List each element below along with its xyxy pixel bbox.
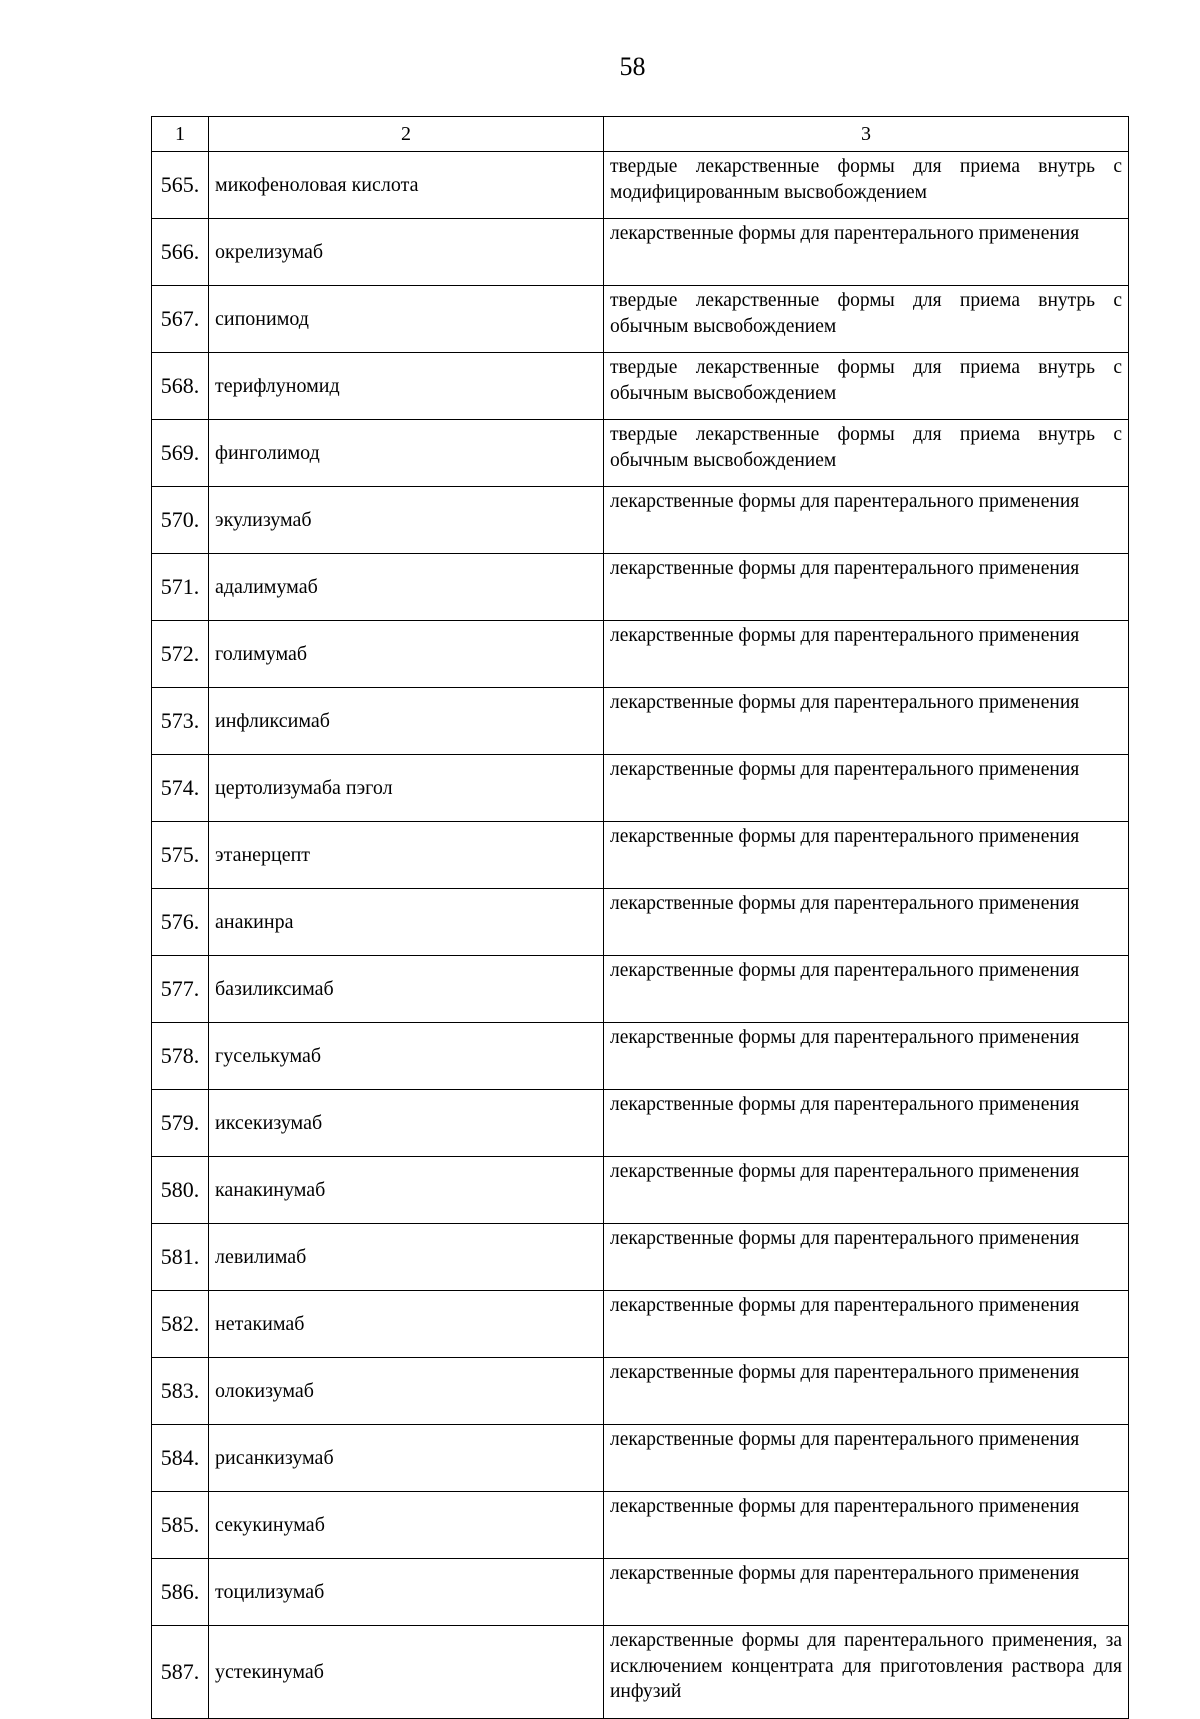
row-number-cell: 582. (152, 1291, 209, 1358)
dosage-form-cell: лекарственные формы для парентерального применения (604, 1090, 1129, 1157)
dosage-form-cell: лекарственные формы для парентерального применения (604, 554, 1129, 621)
dosage-form-cell: лекарственные формы для парентерального применения (604, 1559, 1129, 1626)
drug-name-cell: финголимод (209, 420, 604, 487)
dosage-form-cell: лекарственные формы для парентерального применения (604, 1492, 1129, 1559)
table-row (152, 152, 1129, 219)
table-row (152, 688, 1129, 755)
drug-name-cell: тоцилизумаб (209, 1559, 604, 1626)
row-number-cell: 573. (152, 688, 209, 755)
table-header-row (152, 117, 1129, 152)
drug-name-cell: канакинумаб (209, 1157, 604, 1224)
dosage-form-cell: лекарственные формы для парентерального применения (604, 487, 1129, 554)
drug-name-cell: цертолизумаба пэгол (209, 755, 604, 822)
drug-name-cell: гуселькумаб (209, 1023, 604, 1090)
drug-name-cell: инфликсимаб (209, 688, 604, 755)
row-number-cell: 586. (152, 1559, 209, 1626)
dosage-form-cell: твердые лекарственные формы для приема внутрь с модифицированным высвобождением (604, 152, 1129, 219)
table-row (152, 487, 1129, 554)
drug-name-cell: базиликсимаб (209, 956, 604, 1023)
drug-name-cell: анакинра (209, 889, 604, 956)
row-number-cell: 580. (152, 1157, 209, 1224)
row-number-cell: 576. (152, 889, 209, 956)
drug-name-cell: устекинумаб (209, 1626, 604, 1719)
table-row (152, 554, 1129, 621)
row-number-cell: 565. (152, 152, 209, 219)
row-number-cell: 587. (152, 1626, 209, 1719)
dosage-form-cell: лекарственные формы для парентерального применения (604, 688, 1129, 755)
drug-name-cell: нетакимаб (209, 1291, 604, 1358)
table-row (152, 219, 1129, 286)
drug-name-cell: секукинумаб (209, 1492, 604, 1559)
row-number-cell: 572. (152, 621, 209, 688)
drug-name-cell: иксекизумаб (209, 1090, 604, 1157)
row-number-cell: 568. (152, 353, 209, 420)
drug-name-cell: терифлуномид (209, 353, 604, 420)
dosage-form-cell: лекарственные формы для парентерального применения (604, 1157, 1129, 1224)
table-row (152, 889, 1129, 956)
table-row (152, 1492, 1129, 1559)
drug-name-cell: микофеноловая кислота (209, 152, 604, 219)
dosage-form-cell: твердые лекарственные формы для приема внутрь с обычным высвобождением (604, 420, 1129, 487)
drug-name-cell: голимумаб (209, 621, 604, 688)
drug-name-cell: окрелизумаб (209, 219, 604, 286)
drug-name-cell: олокизумаб (209, 1358, 604, 1425)
table-row (152, 755, 1129, 822)
header-col-form: 3 (604, 117, 1129, 152)
dosage-form-cell: лекарственные формы для парентерального применения (604, 822, 1129, 889)
drug-name-cell: рисанкизумаб (209, 1425, 604, 1492)
row-number-cell: 571. (152, 554, 209, 621)
table-row (152, 1425, 1129, 1492)
dosage-form-cell: лекарственные формы для парентерального применения (604, 219, 1129, 286)
table-row (152, 353, 1129, 420)
dosage-form-cell: твердые лекарственные формы для приема внутрь с обычным высвобождением (604, 353, 1129, 420)
table-row (152, 1090, 1129, 1157)
dosage-form-cell: лекарственные формы для парентерального применения (604, 1358, 1129, 1425)
dosage-form-cell: лекарственные формы для парентерального применения (604, 755, 1129, 822)
drug-name-cell: экулизумаб (209, 487, 604, 554)
table-row (152, 822, 1129, 889)
table-row (152, 956, 1129, 1023)
dosage-form-cell: лекарственные формы для парентерального применения (604, 621, 1129, 688)
dosage-form-cell: лекарственные формы для парентерального применения (604, 889, 1129, 956)
page-number: 58 (619, 52, 646, 81)
table-row (152, 1559, 1129, 1626)
dosage-form-cell: лекарственные формы для парентерального применения (604, 1291, 1129, 1358)
drug-name-cell: адалимумаб (209, 554, 604, 621)
table-row (152, 1224, 1129, 1291)
drug-name-cell: сипонимод (209, 286, 604, 353)
header-col-name: 2 (209, 117, 604, 152)
row-number-cell: 578. (152, 1023, 209, 1090)
table-row (152, 1023, 1129, 1090)
table-row (152, 1626, 1129, 1719)
row-number-cell: 574. (152, 755, 209, 822)
dosage-form-cell: лекарственные формы для парентерального применения, за исключением концентрата для приготовления раствора для инфузий (604, 1626, 1129, 1719)
drug-name-cell: этанерцепт (209, 822, 604, 889)
drug-table-body (152, 117, 1129, 1719)
row-number-cell: 579. (152, 1090, 209, 1157)
dosage-form-cell: лекарственные формы для парентерального применения (604, 956, 1129, 1023)
row-number-cell: 567. (152, 286, 209, 353)
dosage-form-cell: лекарственные формы для парентерального применения (604, 1023, 1129, 1090)
row-number-cell: 583. (152, 1358, 209, 1425)
table-row (152, 1358, 1129, 1425)
table-row (152, 420, 1129, 487)
dosage-form-cell: лекарственные формы для парентерального применения (604, 1224, 1129, 1291)
table-row (152, 1157, 1129, 1224)
drug-name-cell: левилимаб (209, 1224, 604, 1291)
row-number-cell: 581. (152, 1224, 209, 1291)
table-row (152, 621, 1129, 688)
dosage-form-cell: твердые лекарственные формы для приема внутрь с обычным высвобождением (604, 286, 1129, 353)
row-number-cell: 585. (152, 1492, 209, 1559)
row-number-cell: 570. (152, 487, 209, 554)
header-col-number: 1 (152, 117, 209, 152)
row-number-cell: 575. (152, 822, 209, 889)
row-number-cell: 577. (152, 956, 209, 1023)
table-row (152, 1291, 1129, 1358)
row-number-cell: 566. (152, 219, 209, 286)
table-row (152, 286, 1129, 353)
row-number-cell: 569. (152, 420, 209, 487)
dosage-form-cell: лекарственные формы для парентерального применения (604, 1425, 1129, 1492)
row-number-cell: 584. (152, 1425, 209, 1492)
drug-table (151, 116, 1129, 1719)
